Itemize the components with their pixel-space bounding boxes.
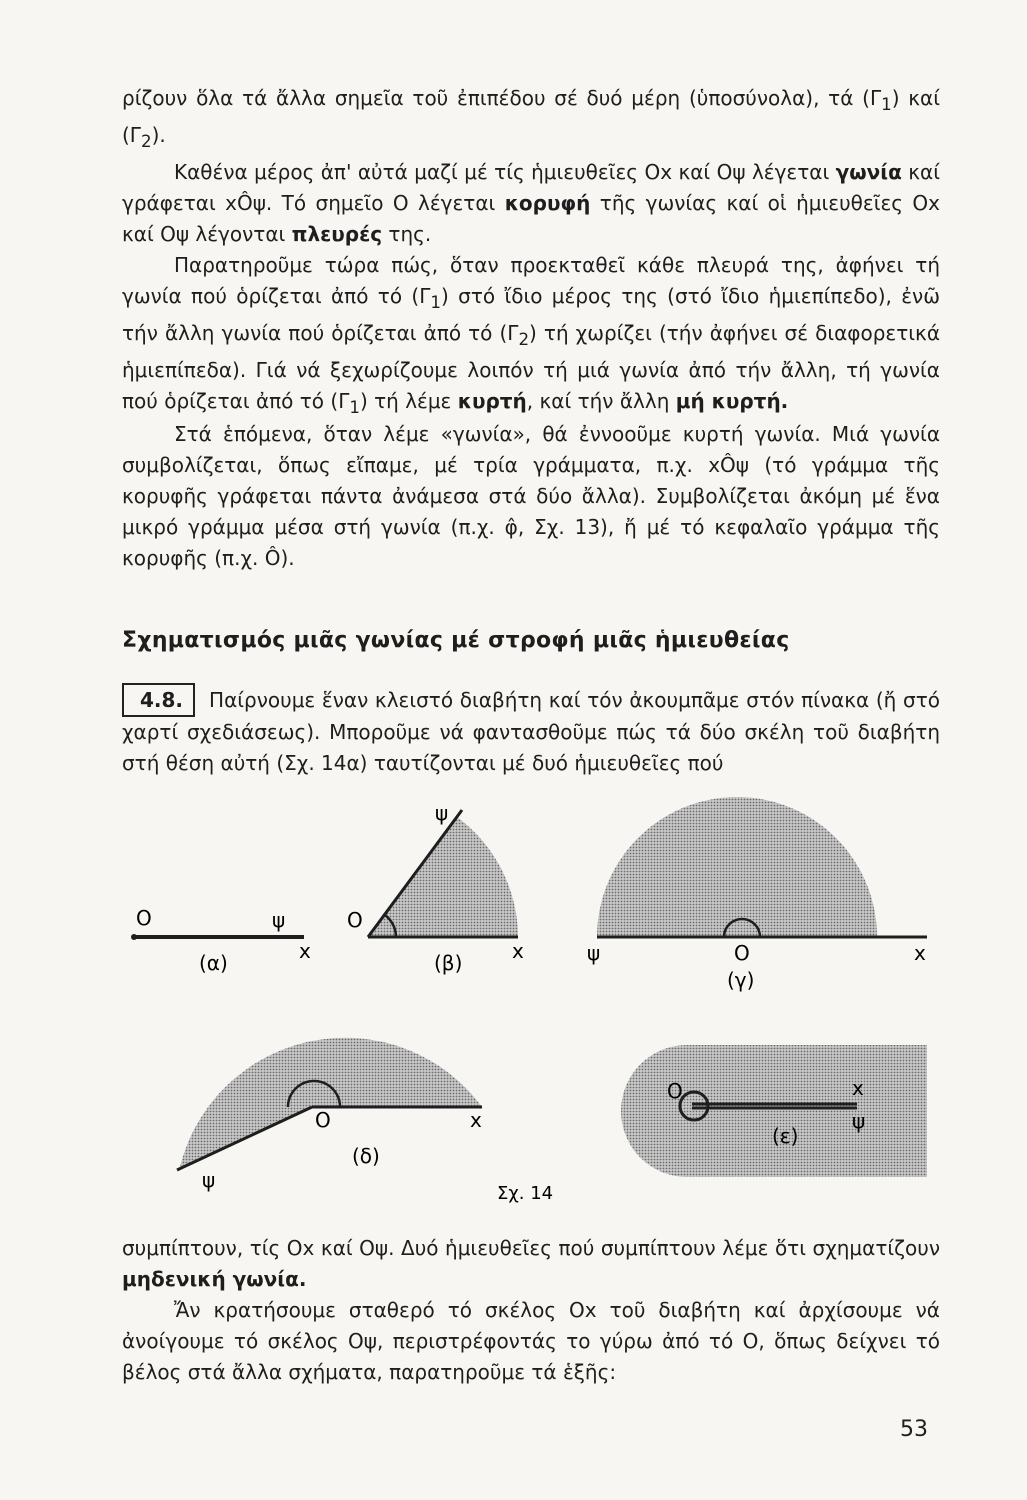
term-kyrti: κυρτή bbox=[457, 389, 527, 413]
figure-caption: Σχ. 14 bbox=[497, 1183, 554, 1204]
label-x-d: x bbox=[470, 1108, 482, 1132]
intro-paragraph-2: Καθένα μέρος ἀπ' αὐτά μαζί μέ τίς ἡμιευθεῖες Οx καί Οψ λέγεται γωνία καί γράφεται xÔψ. Τό σημεῖο Ο λέγεται κορυφή τῆς γωνίας καί οἱ ἡμιευθεῖες Οx καί Οψ λέγονται πλευρές της. bbox=[122, 160, 941, 246]
sector-c bbox=[597, 797, 877, 937]
section-text: Παίρνουμε ἕναν κλειστό διαβήτη καί τόν ἀκουμπᾶμε στόν πίνακα (ἤ στό χαρτί σχεδιάσεως). Μποροῦμε νά φαντασθοῦμε πώς τά δύο σκέλη τοῦ διαβήτη στή θέση αὐτή (Σχ. 14α) ταυτίζονται μέ δυό ἡμιευθεῖες πού bbox=[122, 688, 940, 775]
term-koryfi: κορυφή bbox=[504, 191, 591, 215]
intro-paragraph-4: Στά ἑπόμενα, ὅταν λέμε «γωνία», θά ἐννοοῦμε κυρτή γωνία. Μιά γωνία συμβολίζεται, ὅπως εἴπαμε, μέ τρία γράμματα, π.χ. xÔψ (τό γράμμα τῆς κορυφῆς γράφεται πάντα ἀνάμεσα στά δύο ἄλλα). Συμβολίζεται ἀκόμη μέ ἕνα μικρό γράμμα μέσα στή γωνία (π.χ. φ̂, Σχ. 13), ἤ μέ τό κεφαλαῖο γράμμα τῆς κορυφῆς (π.χ. Ô). bbox=[122, 422, 940, 570]
label-psi-c: ψ bbox=[587, 941, 601, 965]
caption-c: (γ) bbox=[727, 968, 755, 992]
caption-e: (ε) bbox=[772, 1124, 799, 1148]
term-gonia: γωνία bbox=[835, 160, 902, 184]
label-x-e: x bbox=[852, 1076, 864, 1100]
vertex-a bbox=[131, 934, 137, 940]
caption-d: (δ) bbox=[352, 1144, 380, 1168]
panel-d bbox=[177, 1038, 482, 1192]
label-x-c: x bbox=[914, 941, 926, 965]
term-midenikh: μηδενική γωνία. bbox=[122, 1267, 307, 1291]
caption-b: (β) bbox=[434, 951, 463, 975]
label-psi-d: ψ bbox=[202, 1168, 216, 1192]
label-x-b: x bbox=[512, 939, 524, 963]
label-x-a: x bbox=[299, 939, 311, 963]
caption-a: (α) bbox=[199, 951, 228, 975]
label-O-e: Ο bbox=[667, 1079, 683, 1103]
panel-a bbox=[131, 906, 311, 975]
section-number-box: 4.8. bbox=[122, 683, 195, 717]
term-plevres: πλευρές bbox=[291, 222, 383, 246]
figure-14 bbox=[122, 795, 942, 1215]
notation-text bbox=[122, 419, 940, 574]
label-O-b: Ο bbox=[347, 908, 363, 932]
label-O-d: Ο bbox=[315, 1108, 331, 1132]
section-4-8 bbox=[122, 683, 940, 779]
closing-text bbox=[122, 1233, 940, 1388]
label-psi-b: ψ bbox=[435, 801, 449, 825]
intro-paragraph-1: ρίζουν ὅλα τά ἄλλα σημεῖα τοῦ ἐπιπέδου σέ δυό μέρη (ὑποσύνολα), τά $(\Gamma_1)$ καί $(\Gamma_2)$. bbox=[122, 86, 940, 151]
panel-c bbox=[587, 797, 927, 992]
closing-paragraph-1: συμπίπτουν, τίς Οx καί Οψ. Δυό ἡμιευθεῖες πού συμπίπτουν λέμε ὅτι σχηματίζουν μηδενική γωνία. bbox=[122, 1236, 940, 1291]
intro-text bbox=[122, 83, 940, 423]
section-heading: Σχηματισμός μιᾶς γωνίας μέ στροφή μιᾶς ἡμιευθείας bbox=[122, 628, 790, 653]
region-e bbox=[621, 1045, 927, 1177]
label-psi-a: ψ bbox=[272, 908, 286, 932]
label-psi-e: ψ bbox=[852, 1109, 866, 1133]
panel-e bbox=[621, 1045, 927, 1177]
intro-paragraph-3: Παρατηροῦμε τώρα πώς, ὅταν προεκταθεῖ κάθε πλευρά της, ἀφήνει τή γωνία πού ὁρίζεται ἀπό τό $(\Gamma_1)$ στό ἴδιο μέρος της (στό ἴδιο ἡμιεπίπεδο), ἐνῶ τήν ἄλλη γωνία πού ὁρίζεται ἀπό τό $(\Gamma_2)$ τή χωρίζει (τήν ἀφήνει σέ διαφορετικά ἡμιεπίπεδα). Γιά νά ξεχωρίζουμε λοιπόν τή μιά γωνία ἀπό τήν ἄλλη, τή γωνία πού ὁρίζεται ἀπό τό $(\Gamma_1)$ τή λέμε κυρτή, καί τήν ἄλλη μή κυρτή. bbox=[122, 253, 940, 417]
label-O-a: Ο bbox=[136, 906, 152, 930]
closing-paragraph-2: Ἄν κρατήσουμε σταθερό τό σκέλος Οx τοῦ διαβήτη καί ἀρχίσουμε νά ἀνοίγουμε τό σκέλος Οψ, περιστρέφοντάς το γύρω ἀπό τό Ο, ὅπως δείχνει τό βέλος στά ἄλλα σχήματα, παρατηροῦμε τά ἑξῆς: bbox=[122, 1298, 940, 1384]
label-O-c: Ο bbox=[734, 941, 750, 965]
page-number: 53 bbox=[900, 1417, 928, 1442]
panel-b bbox=[347, 801, 524, 975]
term-mi-kyrti: μή κυρτή. bbox=[675, 389, 789, 413]
